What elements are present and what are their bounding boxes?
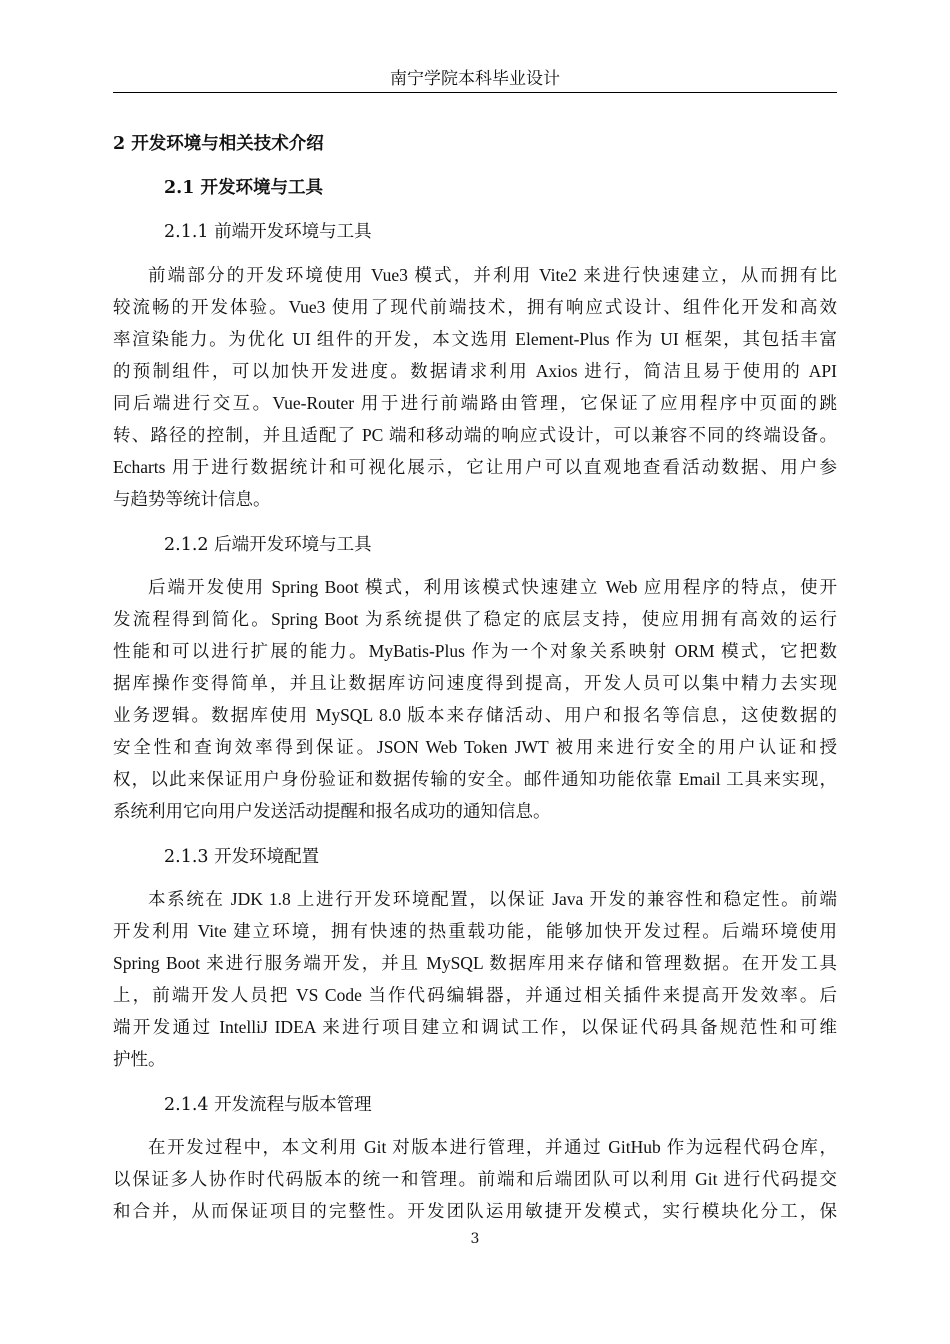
page-header-title: 南宁学院本科毕业设计 [390,69,560,89]
paragraph-line: Spring Boot 来进行服务端开发，并且 MySQL 数据库用来存储和管理数据。在开发工具 [113,953,837,973]
subsection-heading-2-1-4: 2.1.4 开发流程与版本管理 [164,1095,372,1115]
paragraph-2-1-4 [113,1131,837,1227]
subsection-heading-2-1-3: 2.1.3 开发环境配置 [164,847,320,867]
subsection-heading-2-1-2: 2.1.2 后端开发环境与工具 [164,535,372,555]
subsection-heading-2-1-1: 2.1.1 前端开发环境与工具 [164,222,372,242]
page-number: 3 [470,1231,480,1247]
paragraph-line: 护性。 [113,1049,166,1069]
paragraph-line: 端开发通过 IntelliJ IDEA 来进行项目建立和调试工作，以保证代码具备规范性和可维 [113,1017,837,1037]
paragraph-line: 以保证多人协作时代码版本的统一和管理。前端和后端团队可以利用 Git 进行代码提交 [113,1169,837,1189]
paragraph-line: 开发利用 Vite 建立环境，拥有快速的热重载功能，能够加快开发过程。后端环境使用 [113,921,837,941]
paragraph-line: 率渲染能力。为优化 UI 组件的开发，本文选用 Element-Plus 作为 UI 框架，其包括丰富 [113,329,837,349]
paragraph-line: 较流畅的开发体验。Vue3 使用了现代前端技术，拥有响应式设计、组件化开发和高效 [113,297,837,317]
header-divider [113,92,837,93]
paragraph-line: 安全性和查询效率得到保证。JSON Web Token JWT 被用来进行安全的用户认证和授 [113,737,837,757]
section-heading: 2.1 开发环境与工具 [164,178,324,198]
paragraph-line: 同后端进行交互。Vue-Router 用于进行前端路由管理，它保证了应用程序中页面的跳 [113,393,837,413]
paragraph-line: 权，以此来保证用户身份验证和数据传输的安全。邮件通知功能依靠 Email 工具来实现， [113,769,837,789]
paragraph-line: 和合并，从而保证项目的完整性。开发团队运用敏捷开发模式，实行模块化分工，保 [113,1201,837,1221]
paragraph-line: 转、路径的控制，并且适配了 PC 端和移动端的响应式设计，可以兼容不同的终端设备。 [113,425,837,445]
paragraph-line: 业务逻辑。数据库使用 MySQL 8.0 版本来存储活动、用户和报名等信息，这使数据的 [113,705,837,725]
paragraph-line: 据库操作变得简单，并且让数据库访问速度得到提高，开发人员可以集中精力去实现 [113,673,837,693]
paragraph-line: 性能和可以进行扩展的能力。MyBatis-Plus 作为一个对象关系映射 ORM 模式，它把数 [113,641,837,661]
paragraph-line: 系统利用它向用户发送活动提醒和报名成功的通知信息。 [113,801,551,821]
paragraph-line: 发流程得到简化。Spring Boot 为系统提供了稳定的底层支持，使应用拥有高效的运行 [113,609,837,629]
paragraph-2-1-3 [113,883,837,1075]
paragraph-line: 本系统在 JDK 1.8 上进行开发环境配置，以保证 Java 开发的兼容性和稳定性。前端 [148,889,837,909]
paragraph-line: 后端开发使用 Spring Boot 模式，利用该模式快速建立 Web 应用程序的特点，使开 [148,577,837,597]
paragraph-line: Echarts 用于进行数据统计和可视化展示，它让用户可以直观地查看活动数据、用户参 [113,457,837,477]
paragraph-2-1-2 [113,571,837,827]
chapter-heading: 2 开发环境与相关技术介绍 [113,134,324,154]
paragraph-line: 上，前端开发人员把 VS Code 当作代码编辑器，并通过相关插件来提高开发效率。后 [113,985,837,1005]
paragraph-line: 与趋势等统计信息。 [113,489,271,509]
paragraph-line: 的预制组件，可以加快开发进度。数据请求利用 Axios 进行，简洁且易于使用的 API [113,361,837,381]
paragraph-line: 在开发过程中，本文利用 Git 对版本进行管理，并通过 GitHub 作为远程代码仓库， [148,1137,837,1157]
paragraph-2-1-1 [113,259,837,515]
paragraph-line: 前端部分的开发环境使用 Vue3 模式，并利用 Vite2 来进行快速建立，从而拥有比 [148,265,837,285]
